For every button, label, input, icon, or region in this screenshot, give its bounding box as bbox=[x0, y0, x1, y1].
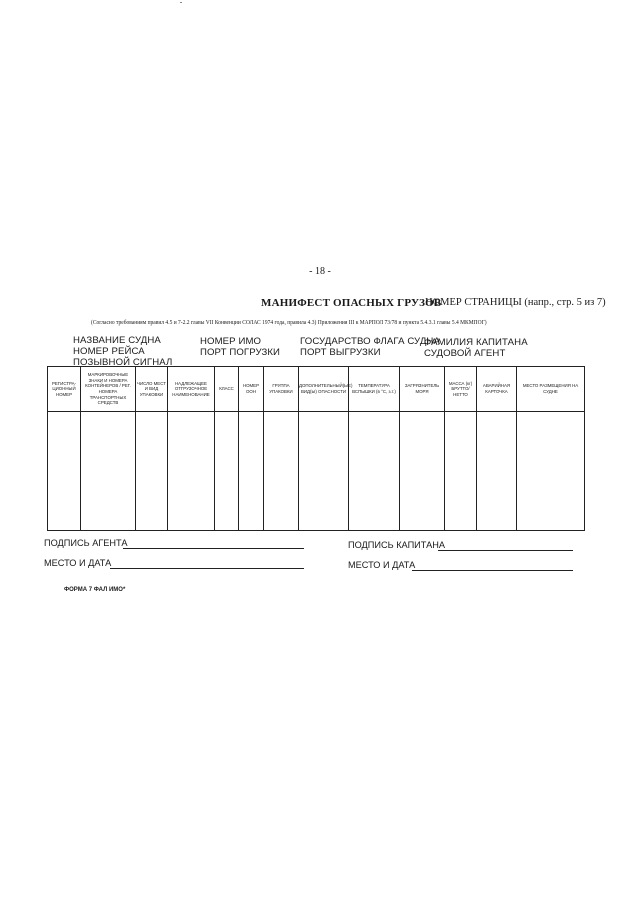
table-cell[interactable] bbox=[445, 412, 477, 531]
column-header: НОМЕР ООН bbox=[239, 367, 264, 412]
table-cell[interactable] bbox=[349, 412, 400, 531]
master-signature-label: ПОДПИСЬ КАПИТАНА bbox=[348, 540, 445, 550]
column-header: РЕГИСТРА-ЦИОННЫЙ НОМЕР bbox=[48, 367, 81, 412]
place-date-line-left[interactable] bbox=[110, 568, 304, 569]
header-column-master bbox=[424, 337, 528, 359]
table-cell[interactable] bbox=[239, 412, 264, 531]
master-name-label: ФАМИЛИЯ КАПИТАНА bbox=[424, 337, 528, 348]
shipping-agent-label: СУДОВОЙ АГЕНТ bbox=[424, 348, 506, 359]
voyage-number-label: НОМЕР РЕЙСА bbox=[73, 346, 145, 357]
table-cell[interactable] bbox=[477, 412, 517, 531]
table-cell[interactable] bbox=[264, 412, 299, 531]
call-sign-label: ПОЗЫВНОЙ СИГНАЛ bbox=[73, 357, 173, 368]
table-cell[interactable] bbox=[81, 412, 136, 531]
column-header: ГРУППА УПАКОВКИ bbox=[264, 367, 299, 412]
column-header: ЗАГРЯЗНИТЕЛЬ МОРЯ bbox=[400, 367, 445, 412]
place-date-line-right[interactable] bbox=[412, 570, 573, 571]
header-column-imo bbox=[200, 336, 280, 358]
table-cell[interactable] bbox=[400, 412, 445, 531]
header-column-ship bbox=[73, 335, 172, 368]
page-reference: НОМЕР СТРАНИЦЫ (напр., стр. 5 из 7) bbox=[425, 297, 606, 308]
flag-state-label: ГОСУДАРСТВО ФЛАГА СУДНА bbox=[300, 336, 440, 347]
place-date-label-left: МЕСТО И ДАТА bbox=[44, 558, 112, 568]
dangerous-goods-table bbox=[47, 366, 585, 531]
table-cell[interactable] bbox=[299, 412, 349, 531]
form-footer: ФОРМА 7 ФАЛ ИМО* bbox=[64, 587, 126, 593]
ship-name-label: НАЗВАНИЕ СУДНА bbox=[73, 335, 161, 346]
header-column-flag bbox=[300, 336, 440, 358]
column-header: КЛАСС bbox=[215, 367, 239, 412]
table-cell[interactable] bbox=[48, 412, 81, 531]
imo-number-label: НОМЕР ИМО bbox=[200, 336, 262, 347]
column-header: МАРКИРОВОЧНЫЕ ЗНАКИ И НОМЕРА КОНТЕЙНЕРОВ / РЕГ. НОМЕРА ТРАНСПОРТНЫХ СРЕДСТВ bbox=[81, 367, 136, 412]
scan-speck bbox=[180, 2, 182, 3]
column-header: НАДЛЕЖАЩЕЕ ОТГРУЗОЧНОЕ НАИМЕНОВАНИЕ bbox=[168, 367, 215, 412]
table-row bbox=[48, 412, 585, 531]
agent-signature-line[interactable] bbox=[123, 548, 304, 549]
column-header: ТЕМПЕРАТУРА ВСПЫШКИ (в °С, з.т.) bbox=[349, 367, 400, 412]
column-header: АВАРИЙНАЯ КАРТОЧКА bbox=[477, 367, 517, 412]
port-of-loading-label: ПОРТ ПОГРУЗКИ bbox=[200, 347, 281, 358]
column-header: ЧИСЛО МЕСТ И ВИД УПАКОВКИ bbox=[136, 367, 168, 412]
table-cell[interactable] bbox=[517, 412, 585, 531]
place-date-label-right: МЕСТО И ДАТА bbox=[348, 560, 416, 570]
page-number: - 18 - bbox=[309, 266, 331, 277]
table-header-row bbox=[48, 367, 585, 412]
column-header: МЕСТО РАЗМЕЩЕНИЯ НА СУДНЕ bbox=[517, 367, 585, 412]
regulation-note: (Согласно требованиям правил 4.5 и 7-2.2 главы VII Конвенции СОЛАС 1974 года, правила 4.3) Приложения III к МАРПОЛ 73/78 и пункта 5.4.3.1 главы 5.4 МКМПОГ) bbox=[91, 320, 487, 326]
table-cell[interactable] bbox=[215, 412, 239, 531]
agent-signature-label: ПОДПИСЬ АГЕНТА bbox=[44, 538, 128, 548]
port-of-discharge-label: ПОРТ ВЫГРУЗКИ bbox=[300, 347, 381, 358]
document-title: МАНИФЕСТ ОПАСНЫХ ГРУЗОВ bbox=[261, 297, 442, 309]
master-signature-line[interactable] bbox=[438, 550, 573, 551]
column-header: ДОПОЛНИТЕЛЬНЫЙ(ЫЕ) ВИД(Ы) ОПАСНОСТИ bbox=[299, 367, 349, 412]
table-cell[interactable] bbox=[136, 412, 168, 531]
column-header: МАССА (кг) БРУТТО/НЕТТО bbox=[445, 367, 477, 412]
table-cell[interactable] bbox=[168, 412, 215, 531]
